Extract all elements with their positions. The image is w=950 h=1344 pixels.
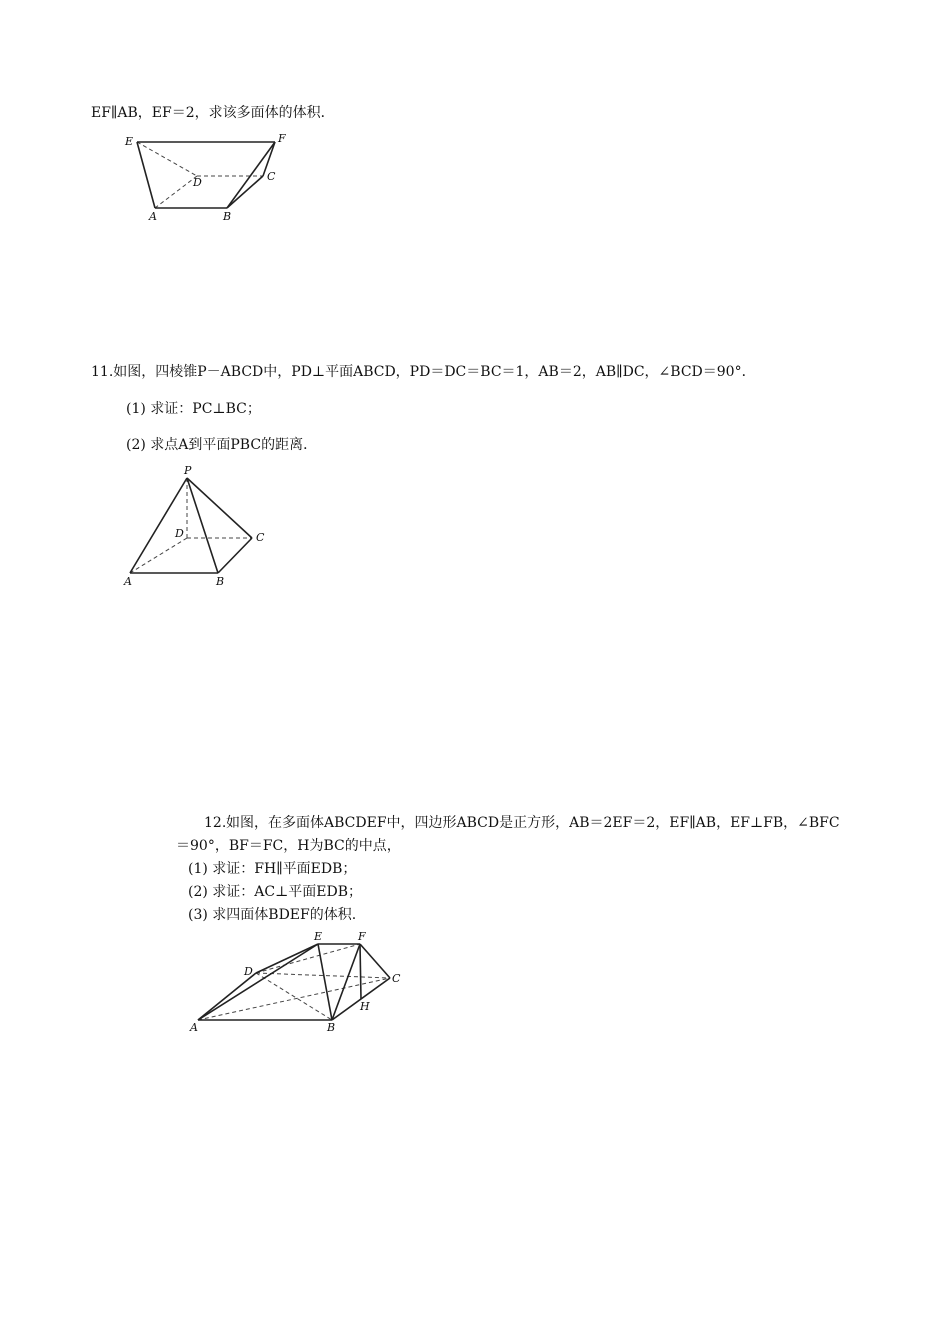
label-F: F bbox=[358, 930, 366, 943]
label-C: C bbox=[267, 170, 276, 183]
label-H: H bbox=[360, 1000, 370, 1013]
edge-BC bbox=[218, 538, 252, 573]
problem-12-part-2: (2) 求证：AC⊥平面EDB； bbox=[188, 884, 363, 900]
label-B: B bbox=[223, 210, 232, 223]
edge-FC bbox=[360, 944, 390, 978]
edge-AD bbox=[198, 973, 256, 1020]
label-E: E bbox=[125, 135, 134, 148]
edge-FH bbox=[360, 944, 361, 999]
problem-10-figure bbox=[115, 128, 300, 228]
edge-DE bbox=[256, 944, 318, 973]
problem-11-figure bbox=[115, 460, 280, 590]
edge-EA bbox=[137, 142, 155, 208]
label-C: C bbox=[256, 531, 265, 544]
label-D: D bbox=[244, 965, 253, 978]
edge-PA bbox=[130, 478, 187, 573]
edge-EB bbox=[318, 944, 332, 1020]
label-F: F bbox=[278, 132, 286, 145]
problem-10-tail: EF∥AB，EF＝2，求该多面体的体积． bbox=[91, 105, 335, 121]
label-A: A bbox=[149, 210, 157, 223]
problem-11-stem: 11.如图，四棱锥P－ABCD中，PD⊥平面ABCD，PD＝DC＝BC＝1，AB＝2，AB∥DC，∠BCD＝90°． bbox=[91, 364, 756, 380]
edge-ED bbox=[137, 142, 197, 176]
label-D: D bbox=[193, 176, 202, 189]
problem-12-part-3: (3) 求四面体BDEF的体积. bbox=[188, 907, 357, 923]
label-E: E bbox=[314, 930, 323, 943]
problem-12-number: 12. bbox=[204, 815, 227, 831]
problem-12-stem-line-1: 如图，在多面体ABCDEF中，四边形ABCD是正方形，AB＝2EF＝2，EF∥AB，EF⊥FB，∠BFC bbox=[226, 815, 840, 831]
problem-11-part-2: (2) 求点A到平面PBC的距离． bbox=[126, 437, 318, 453]
edge-FB bbox=[332, 944, 360, 1020]
edge-BC bbox=[227, 176, 263, 208]
problem-12-stem-line-2: ＝90°，BF＝FC，H为BC的中点， bbox=[176, 838, 401, 854]
edge-DB bbox=[256, 973, 332, 1020]
problem-12-part-1: (1) 求证：FH∥平面EDB； bbox=[188, 861, 357, 877]
label-A: A bbox=[190, 1021, 198, 1034]
label-A: A bbox=[124, 575, 132, 588]
edge-AE bbox=[198, 944, 318, 1020]
label-B: B bbox=[216, 575, 225, 588]
problem-12-figure bbox=[180, 928, 405, 1038]
label-B: B bbox=[327, 1021, 336, 1034]
edge-DA bbox=[130, 538, 187, 573]
problem-11-part-1: (1) 求证：PC⊥BC； bbox=[126, 401, 261, 417]
label-P: P bbox=[184, 464, 192, 477]
edge-DA bbox=[155, 176, 197, 208]
label-D: D bbox=[175, 527, 184, 540]
label-C: C bbox=[392, 972, 401, 985]
